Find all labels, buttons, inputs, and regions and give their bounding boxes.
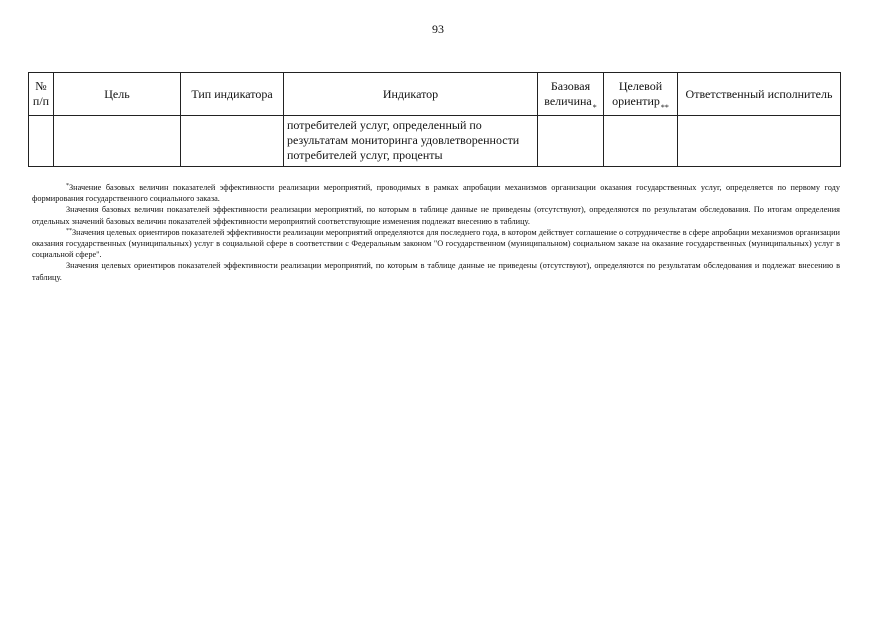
header-target xyxy=(604,73,678,116)
target-footnote-mark: ** xyxy=(660,103,669,112)
table-header-row xyxy=(29,73,841,116)
header-goal: Цель xyxy=(54,73,181,116)
cell-responsible xyxy=(678,116,841,167)
footnote-1-text: Значение базовых величин показателей эффективности реализации мероприятий, проводимых в рамках апробации механизмов организации оказания государственных услуг, определяется по первому году формирования государственного социального заказа. xyxy=(32,183,840,204)
footnote-1-mark: * xyxy=(66,183,69,189)
footnote-3-mark: ** xyxy=(66,227,72,234)
footnotes xyxy=(32,182,840,283)
header-indicator-type: Тип индикатора xyxy=(181,73,284,116)
header-target-label: Целевой ориентир xyxy=(612,79,663,108)
footnote-target-missing: Значения целевых ориентиров показателей эффективности реализации мероприятий, по которым в таблице данные не приведены (отсутствуют), определяются по результатам обследования и подлежат внесению в таблицу. xyxy=(32,261,840,282)
cell-num xyxy=(29,116,54,167)
base-value-footnote-mark: * xyxy=(592,103,597,112)
footnote-target xyxy=(32,227,840,261)
cell-target xyxy=(604,116,678,167)
header-base-value xyxy=(538,73,604,116)
footnote-base-value-missing: Значения базовых величин показателей эффективности реализации мероприятий, по которым в таблице данные не приведены (отсутствуют), определяются по результатам обследования. По итогам определения отдельных значений базовых величин показателей эффективности мероприятий соответствующие изменения подлежат внесению в таблицу. xyxy=(32,205,840,226)
header-responsible: Ответственный исполнитель xyxy=(678,73,841,116)
header-num: № п/п xyxy=(29,73,54,116)
page-number: 93 xyxy=(432,22,444,36)
cell-goal xyxy=(54,116,181,167)
footnote-base-value xyxy=(32,182,840,204)
cell-indicator-type xyxy=(181,116,284,167)
cell-base-value xyxy=(538,116,604,167)
cell-indicator: потребителей услуг, определенный по результатам мониторинга удовлетворенности потребителей услуг, проценты xyxy=(284,116,538,167)
header-base-value-label: Базовая величина xyxy=(544,79,592,108)
indicators-table xyxy=(28,72,841,167)
table-row xyxy=(29,116,841,167)
footnote-3-text: Значения целевых ориентиров показателей эффективности реализации мероприятий определяются для последнего года, в котором действует соглашение о сотрудничестве в сфере апробации механизмов организации оказания государственных (муниципальных) услуг в социальной сфере в соответствии с Федеральным законом "О государственном (муниципальном) социальном заказе на оказание государственных (муниципальных) услуг в социальной сфере". xyxy=(32,227,840,260)
header-indicator: Индикатор xyxy=(284,73,538,116)
